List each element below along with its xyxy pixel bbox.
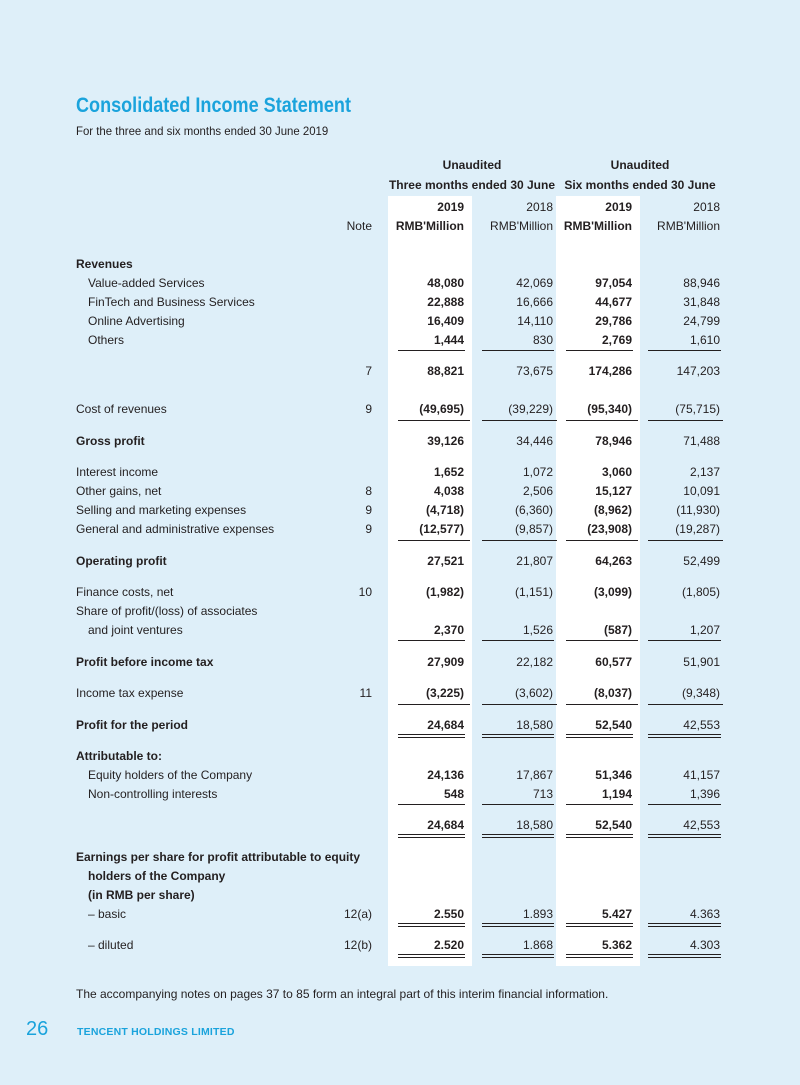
value-2018-3m: 16,666: [516, 295, 553, 309]
table-row: [0, 869, 800, 885]
table-row: [0, 484, 800, 500]
value-2019-6m: 174,286: [588, 364, 632, 378]
value-2018-6m: (9,348): [681, 686, 720, 700]
rule: [398, 804, 465, 805]
double-rule: [648, 834, 721, 838]
value-2018-6m: 4.303: [689, 938, 720, 952]
row-note: 9: [365, 522, 372, 536]
row-label: Attributable to:: [76, 749, 162, 763]
value-2018-3m: 18,580: [516, 818, 553, 832]
table-row: [0, 686, 800, 702]
value-2018-3m: 21,807: [516, 554, 553, 568]
header-group2-top: Unaudited: [610, 158, 670, 172]
header-group2-bottom: Six months ended 30 June: [564, 178, 716, 192]
row-note: 7: [365, 364, 372, 378]
value-2018-6m: 52,499: [683, 554, 720, 568]
row-label: – basic: [88, 907, 127, 921]
header-year-1: 2019: [437, 200, 464, 214]
value-2019-6m: 97,054: [595, 276, 632, 290]
rule: [648, 420, 723, 421]
row-label: – diluted: [88, 938, 134, 952]
table-row: [0, 655, 800, 671]
double-rule: [482, 834, 554, 838]
value-2019-6m: 5.427: [601, 907, 632, 921]
company-name: TENCENT HOLDINGS LIMITED: [77, 1026, 235, 1038]
double-rule: [648, 954, 721, 958]
double-rule: [398, 834, 465, 838]
row-label: Interest income: [76, 465, 159, 479]
value-2019-6m: 51,346: [595, 768, 632, 782]
rule: [482, 540, 557, 541]
value-2018-3m: 713: [532, 787, 553, 801]
page-subtitle: For the three and six months ended 30 June 2019: [76, 124, 329, 138]
row-label: Value-added Services: [88, 276, 205, 290]
table-row: [0, 787, 800, 803]
row-label: Gross profit: [76, 434, 145, 448]
value-2018-6m: (11,930): [676, 503, 720, 517]
value-2019-3m: 548: [443, 787, 464, 801]
header-year-2: 2018: [526, 200, 553, 214]
header-note: Note: [346, 219, 372, 233]
double-rule: [398, 734, 465, 738]
rule: [398, 420, 470, 421]
row-label: Profit before income tax: [76, 655, 214, 669]
table-row: [0, 907, 800, 923]
row-note: 12(a): [343, 907, 372, 921]
value-2018-3m: 1.868: [522, 938, 553, 952]
rule: [482, 350, 554, 351]
value-2019-6m: 15,127: [595, 484, 632, 498]
value-2018-6m: 10,091: [683, 484, 720, 498]
value-2019-3m: 39,126: [427, 434, 464, 448]
table-row: [0, 276, 800, 292]
value-2018-6m: 147,203: [676, 364, 720, 378]
value-2019-6m: 1,194: [601, 787, 632, 801]
header-group1-top: Unaudited: [442, 158, 502, 172]
value-2018-3m: 1.893: [522, 907, 553, 921]
double-rule: [648, 734, 721, 738]
row-note: 12(b): [343, 938, 372, 952]
value-2018-3m: 34,446: [516, 434, 553, 448]
row-label: Other gains, net: [76, 484, 162, 498]
table-row: [0, 402, 800, 418]
table-row: [0, 333, 800, 349]
rule: [398, 704, 470, 705]
value-2018-3m: (39,229): [508, 402, 553, 416]
table-row: [0, 295, 800, 311]
value-2018-6m: 41,157: [683, 768, 720, 782]
double-rule: [566, 834, 633, 838]
row-note: 10: [358, 585, 372, 599]
row-label: Selling and marketing expenses: [76, 503, 247, 517]
header-unit-1: RMB'Million: [395, 219, 464, 233]
row-label: Revenues: [76, 257, 133, 271]
row-label: Non-controlling interests: [88, 787, 218, 801]
row-label: and joint ventures: [88, 623, 183, 637]
table-row: [0, 465, 800, 481]
value-2018-6m: 42,553: [683, 818, 720, 832]
rule: [482, 420, 557, 421]
table-row: [0, 257, 800, 273]
rule: [398, 540, 470, 541]
value-2019-3m: 48,080: [427, 276, 464, 290]
rule: [398, 640, 465, 641]
rule: [566, 640, 638, 641]
value-2018-3m: 22,182: [516, 655, 553, 669]
row-label: Online Advertising: [88, 314, 185, 328]
row-label: Share of profit/(loss) of associates: [76, 604, 258, 618]
double-rule: [648, 923, 721, 927]
rule: [566, 540, 638, 541]
page-number: 26: [26, 1018, 49, 1040]
value-2018-3m: 42,069: [516, 276, 553, 290]
value-2018-3m: (3,602): [514, 686, 553, 700]
row-label: Finance costs, net: [76, 585, 174, 599]
header-unit-2: RMB'Million: [490, 219, 553, 233]
value-2019-3m: 24,136: [427, 768, 464, 782]
value-2019-3m: 24,684: [427, 718, 464, 732]
value-2019-6m: 29,786: [595, 314, 632, 328]
row-label: Cost of revenues: [76, 402, 167, 416]
table-row: [0, 938, 800, 954]
double-rule: [566, 734, 633, 738]
value-2018-6m: (1,805): [681, 585, 720, 599]
value-2019-3m: 16,409: [427, 314, 464, 328]
value-2019-6m: 2,769: [601, 333, 632, 347]
value-2018-3m: (1,151): [514, 585, 553, 599]
value-2019-3m: 24,684: [427, 818, 464, 832]
double-rule: [482, 954, 554, 958]
table-row: [0, 522, 800, 538]
value-2018-3m: 18,580: [516, 718, 553, 732]
rule: [398, 350, 465, 351]
value-2018-6m: 1,396: [689, 787, 720, 801]
value-2018-6m: 71,488: [683, 434, 720, 448]
value-2019-6m: 5.362: [601, 938, 632, 952]
value-2019-3m: (12,577): [419, 522, 464, 536]
header-group1-bottom: Three months ended 30 June: [388, 178, 556, 192]
row-label: Profit for the period: [76, 718, 188, 732]
double-rule: [482, 734, 554, 738]
value-2018-6m: 42,553: [683, 718, 720, 732]
table-row: [0, 749, 800, 765]
value-2019-6m: (3,099): [593, 585, 632, 599]
rule: [482, 640, 554, 641]
value-2018-6m: 1,207: [689, 623, 720, 637]
double-rule: [566, 954, 633, 958]
table-row: [0, 818, 800, 834]
rule: [566, 704, 638, 705]
value-2018-3m: 830: [532, 333, 553, 347]
double-rule: [398, 954, 465, 958]
row-note: 11: [359, 686, 372, 700]
value-2019-3m: 22,888: [427, 295, 464, 309]
value-2018-6m: 31,848: [683, 295, 720, 309]
table-row: [0, 585, 800, 601]
table-row: [0, 364, 800, 380]
row-label: Operating profit: [76, 554, 167, 568]
value-2019-3m: (49,695): [419, 402, 464, 416]
double-rule: [482, 923, 554, 927]
value-2018-6m: 51,901: [683, 655, 720, 669]
table-row: [0, 718, 800, 734]
value-2019-6m: 3,060: [601, 465, 632, 479]
value-2019-6m: 52,540: [595, 718, 632, 732]
header-unit-4: RMB'Million: [657, 219, 720, 233]
rule: [648, 350, 721, 351]
rule: [566, 350, 633, 351]
rule: [648, 640, 721, 641]
table-row: [0, 768, 800, 784]
value-2019-3m: (4,718): [425, 503, 464, 517]
value-2019-6m: (23,908): [587, 522, 632, 536]
row-label: General and administrative expenses: [76, 522, 275, 536]
value-2019-3m: 88,821: [427, 364, 464, 378]
row-note: 8: [365, 484, 372, 498]
table-row: [0, 314, 800, 330]
value-2019-3m: 2.550: [433, 907, 464, 921]
value-2018-3m: 1,072: [522, 465, 553, 479]
rule: [648, 704, 723, 705]
value-2019-3m: 27,521: [427, 554, 464, 568]
rule: [566, 804, 633, 805]
value-2019-6m: (8,962): [593, 503, 632, 517]
value-2019-6m: (8,037): [593, 686, 632, 700]
row-label: (in RMB per share): [88, 888, 195, 902]
table-row: [0, 434, 800, 450]
value-2019-3m: (3,225): [425, 686, 464, 700]
header-unit-3: RMB'Million: [563, 219, 632, 233]
value-2019-6m: (587): [603, 623, 632, 637]
rule: [482, 704, 557, 705]
row-label: Income tax expense: [76, 686, 184, 700]
rule: [648, 804, 721, 805]
value-2018-3m: (9,857): [514, 522, 553, 536]
row-label: Earnings per share for profit attributable to equity: [76, 850, 361, 864]
value-2018-6m: 2,137: [689, 465, 720, 479]
row-label: Others: [88, 333, 125, 347]
table-row: [0, 623, 800, 639]
value-2018-6m: (19,287): [675, 522, 720, 536]
value-2019-3m: 2.520: [433, 938, 464, 952]
value-2019-3m: (1,982): [425, 585, 464, 599]
value-2018-6m: 24,799: [683, 314, 720, 328]
value-2018-6m: 1,610: [689, 333, 720, 347]
double-rule: [398, 923, 465, 927]
value-2018-6m: (75,715): [675, 402, 720, 416]
value-2018-3m: 17,867: [516, 768, 553, 782]
row-note: 9: [365, 503, 372, 517]
row-note: 9: [365, 402, 372, 416]
header-year-4: 2018: [693, 200, 720, 214]
footnote: The accompanying notes on pages 37 to 85 form an integral part of this interim financial information.: [76, 987, 609, 1001]
value-2019-3m: 1,652: [433, 465, 464, 479]
row-label: holders of the Company: [88, 869, 226, 883]
value-2019-6m: 64,263: [595, 554, 632, 568]
value-2018-3m: 73,675: [516, 364, 553, 378]
rule: [648, 540, 723, 541]
table-row: [0, 850, 800, 866]
value-2019-3m: 4,038: [433, 484, 464, 498]
value-2019-6m: 52,540: [595, 818, 632, 832]
rule: [482, 804, 554, 805]
table-row: [0, 503, 800, 519]
table-row: [0, 604, 800, 620]
value-2018-6m: 4.363: [689, 907, 720, 921]
value-2018-6m: 88,946: [683, 276, 720, 290]
table-row: [0, 554, 800, 570]
page-title: Consolidated Income Statement: [76, 94, 351, 117]
rule: [566, 420, 638, 421]
table-row: [0, 888, 800, 904]
value-2018-3m: (6,360): [514, 503, 553, 517]
value-2019-6m: 60,577: [595, 655, 632, 669]
row-label: Equity holders of the Company: [88, 768, 253, 782]
value-2019-6m: 44,677: [595, 295, 632, 309]
value-2019-6m: (95,340): [587, 402, 632, 416]
value-2019-3m: 27,909: [427, 655, 464, 669]
value-2019-6m: 78,946: [595, 434, 632, 448]
value-2019-3m: 2,370: [433, 623, 464, 637]
value-2018-3m: 2,506: [522, 484, 553, 498]
value-2018-3m: 14,110: [517, 314, 553, 328]
row-label: FinTech and Business Services: [88, 295, 255, 309]
value-2019-3m: 1,444: [433, 333, 464, 347]
double-rule: [566, 923, 633, 927]
value-2018-3m: 1,526: [522, 623, 553, 637]
header-year-3: 2019: [605, 200, 632, 214]
